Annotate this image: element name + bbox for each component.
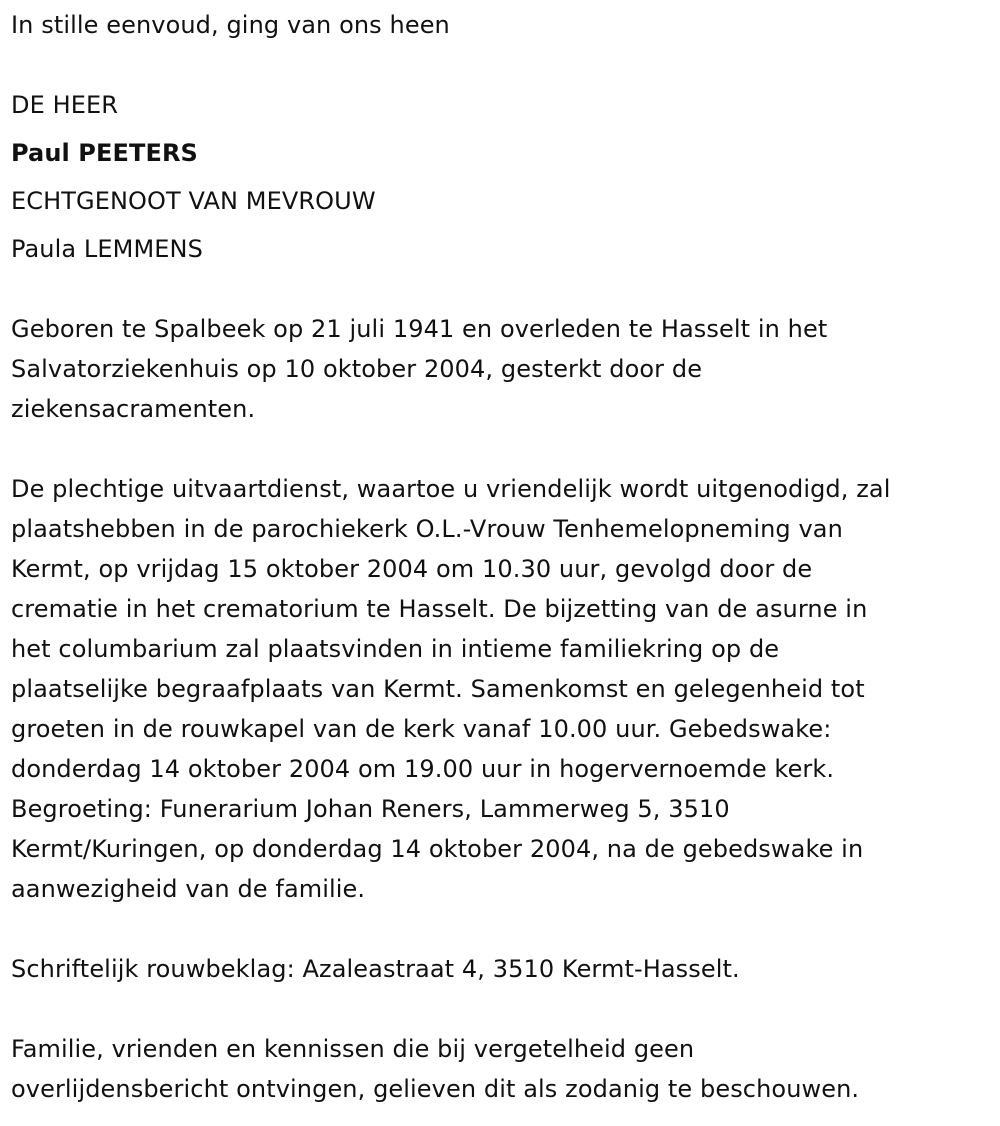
paragraph-line: Kermt, op vrijdag 15 oktober 2004 om 10.30 uur, gevolgd door de bbox=[11, 555, 813, 583]
paragraph-line: ziekensacramenten. bbox=[11, 395, 256, 423]
paragraph-line: plaatselijke begraafplaats van Kermt. Samenkomst en gelegenheid tot bbox=[11, 675, 865, 703]
paragraph-line: plaatshebben in de parochiekerk O.L.-Vrouw Tenhemelopneming van bbox=[11, 515, 843, 543]
paragraph-line: Kermt/Kuringen, op donderdag 14 oktober 2004, na de gebedswake in bbox=[11, 835, 864, 863]
paragraph-line: crematie in het crematorium te Hasselt. De bijzetting van de asurne in bbox=[11, 595, 868, 623]
deceased-name: Paul PEETERS bbox=[11, 139, 198, 167]
paragraph-line: Familie, vrienden en kennissen die bij vergetelheid geen bbox=[11, 1035, 695, 1063]
paragraph-line: donderdag 14 oktober 2004 om 19.00 uur in hogervernoemde kerk. bbox=[11, 755, 835, 783]
paragraph-line: Geboren te Spalbeek op 21 juli 1941 en overleden te Hasselt in het bbox=[11, 315, 828, 343]
paragraph-line: aanwezigheid van de familie. bbox=[11, 875, 366, 903]
title-prefix: DE HEER bbox=[11, 91, 119, 119]
condolences-line: Schriftelijk rouwbeklag: Azaleastraat 4, 3510 Kermt-Hasselt. bbox=[11, 955, 740, 983]
paragraph-line: Begroeting: Funerarium Johan Reners, Lammerweg 5, 3510 bbox=[11, 795, 730, 823]
spouse-label: ECHTGENOOT VAN MEVROUW bbox=[11, 187, 376, 215]
paragraph-line: Salvatorziekenhuis op 10 oktober 2004, gesterkt door de bbox=[11, 355, 703, 383]
paragraph-line: groeten in de rouwkapel van de kerk vanaf 10.00 uur. Gebedswake: bbox=[11, 715, 832, 743]
spouse-name: Paula LEMMENS bbox=[11, 235, 203, 263]
paragraph-line: het columbarium zal plaatsvinden in intieme familiekring op de bbox=[11, 635, 780, 663]
paragraph-line: De plechtige uitvaartdienst, waartoe u vriendelijk wordt uitgenodigd, zal bbox=[11, 475, 891, 503]
paragraph-line: overlijdensbericht ontvingen, gelieven dit als zodanig te beschouwen. bbox=[11, 1075, 860, 1103]
intro-line: In stille eenvoud, ging van ons heen bbox=[11, 11, 450, 39]
